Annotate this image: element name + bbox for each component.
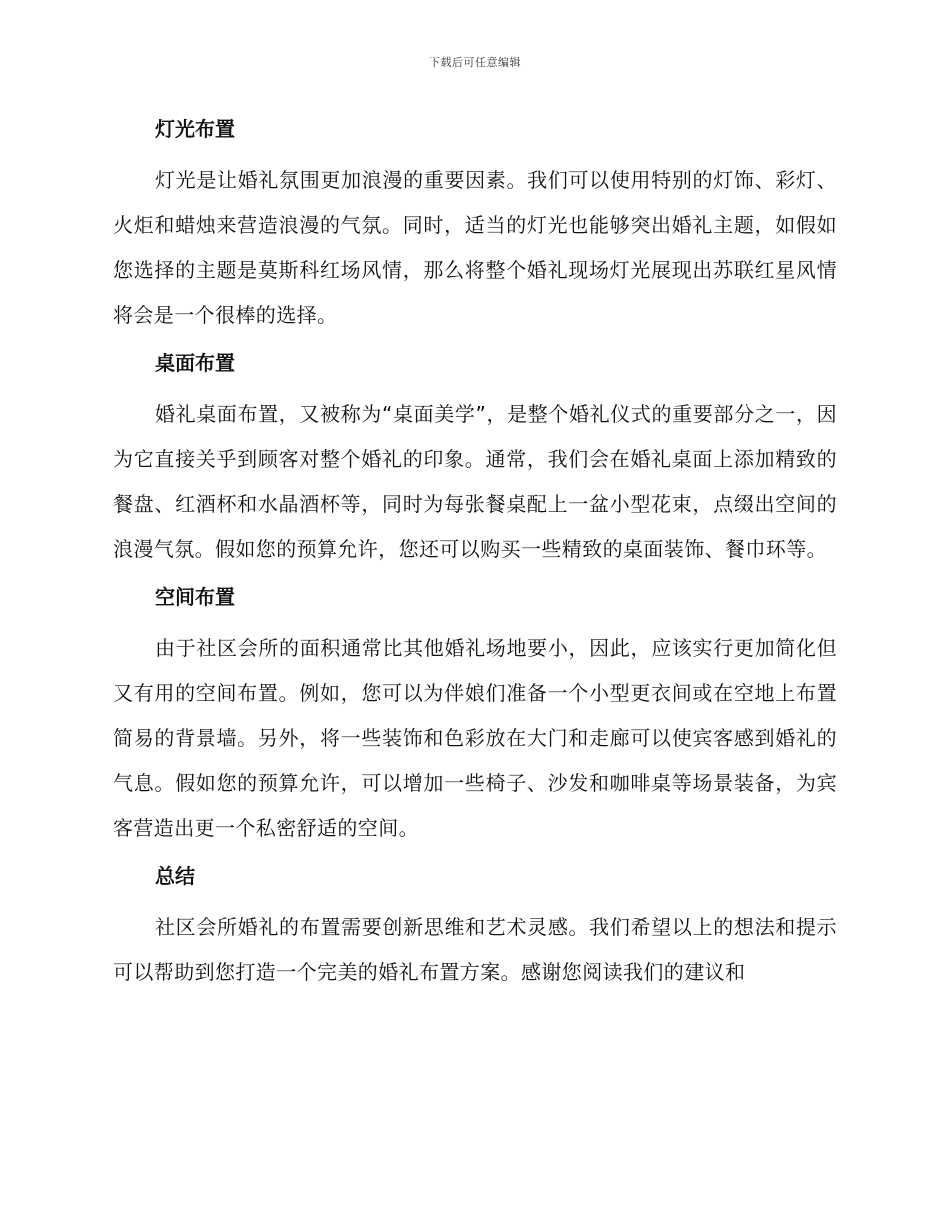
- section-lighting: [113, 112, 837, 338]
- section-heading: 灯光布置: [155, 117, 235, 141]
- section-heading: 总结: [155, 864, 195, 888]
- section-heading: 空间布置: [155, 585, 235, 609]
- page-header-note: 下载后可任意编辑: [429, 56, 521, 69]
- section-table: [113, 346, 837, 572]
- section-summary: [113, 859, 837, 995]
- document-body: [113, 112, 837, 1003]
- section-paragraph: 婚礼桌面布置，又被称为“桌面美学”，是整个婚礼仪式的重要部分之一，因为它直接关乎到顾客对整个婚礼的印象。通常，我们会在婚礼桌面上添加精致的餐盘、红酒杯和水晶酒杯等，同时为每张餐桌配上一盆小型花束，点缀出空间的浪漫气氛。假如您的预算允许，您还可以购买一些精致的桌面装饰、餐巾环等。: [113, 402, 837, 561]
- section-space: [113, 580, 837, 851]
- section-heading: 桌面布置: [155, 351, 235, 375]
- section-paragraph: 由于社区会所的面积通常比其他婚礼场地要小，因此，应该实行更加简化但又有用的空间布置。例如，您可以为伴娘们准备一个小型更衣间或在空地上布置简易的背景墙。另外，将一些装饰和色彩放在大门和走廊可以使宾客感到婚礼的气息。假如您的预算允许，可以增加一些椅子、沙发和咖啡桌等场景装备，为宾客营造出更一个私密舒适的空间。: [113, 636, 837, 840]
- section-paragraph: 灯光是让婚礼氛围更加浪漫的重要因素。我们可以使用特别的灯饰、彩灯、火炬和蜡烛来营造浪漫的气氛。同时，适当的灯光也能够突出婚礼主题，如假如您选择的主题是莫斯科红场风情，那么将整个婚礼现场灯光展现出苏联红星风情将会是一个很棒的选择。: [113, 168, 837, 327]
- section-paragraph: 社区会所婚礼的布置需要创新思维和艺术灵感。我们希望以上的想法和提示可以帮助到您打造一个完美的婚礼布置方案。感谢您阅读我们的建议和: [113, 915, 837, 984]
